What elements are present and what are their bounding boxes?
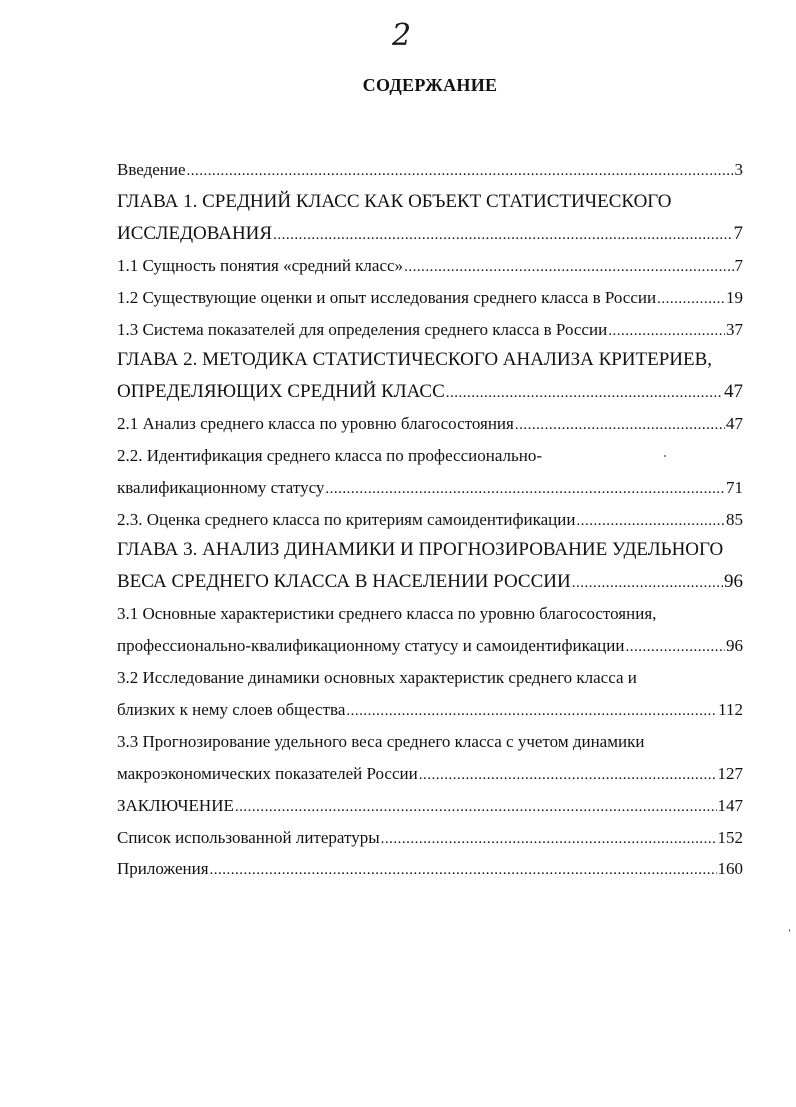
- dot-leader: [572, 571, 723, 595]
- toc-entry-3-3-cont[interactable]: [117, 762, 743, 786]
- toc-entry-2-3[interactable]: [117, 508, 743, 532]
- toc-entry-1-2[interactable]: [117, 286, 743, 310]
- toc-entry-page: 7: [733, 223, 743, 244]
- toc-entry-label: ГЛАВА 1. СРЕДНИЙ КЛАСС КАК ОБЪЕКТ СТАТИСТИЧЕСКОГО: [117, 191, 672, 212]
- toc-entry-page: 96: [726, 636, 743, 655]
- toc-entry-label: 2.2. Идентификация среднего класса по профессионально-: [117, 446, 543, 465]
- dot-leader: [210, 858, 717, 882]
- dot-leader: [381, 827, 717, 851]
- scan-speck: [789, 929, 790, 932]
- dot-leader: [325, 477, 725, 501]
- toc-entry-label: Приложения: [117, 859, 209, 878]
- toc-entry-introduction[interactable]: [117, 158, 743, 182]
- toc-entry-2-2[interactable]: [117, 444, 743, 468]
- toc-entry-label: 1.2 Существующие оценки и опыт исследования среднего класса в России: [117, 288, 657, 307]
- toc-entry-page: 47: [724, 381, 743, 402]
- toc-entry-label: ОПРЕДЕЛЯЮЩИХ СРЕДНИЙ КЛАСС: [117, 381, 445, 402]
- dot-leader: [625, 635, 725, 659]
- toc-entry-3-2[interactable]: [117, 666, 743, 690]
- toc-entry-1-3[interactable]: [117, 318, 743, 342]
- scan-speck: [664, 455, 666, 457]
- toc-entry-page: 37: [726, 320, 743, 339]
- dot-leader: [515, 413, 725, 437]
- toc-entry-label: 2.3. Оценка среднего класса по критериям самоидентификации: [117, 510, 576, 529]
- dot-leader: [657, 287, 725, 311]
- toc-entry-label: макроэкономических показателей России: [117, 764, 418, 783]
- toc-entry-bibliography[interactable]: [117, 826, 743, 850]
- dot-leader: [346, 699, 717, 723]
- toc-entry-label: ГЛАВА 2. МЕТОДИКА СТАТИСТИЧЕСКОГО АНАЛИЗА КРИТЕРИЕВ,: [117, 349, 713, 370]
- toc-entry-label: ВЕСА СРЕДНЕГО КЛАССА В НАСЕЛЕНИИ РОССИИ: [117, 571, 571, 592]
- toc-entry-label: 1.1 Сущность понятия «средний класс»: [117, 256, 404, 275]
- toc-entry-chapter-1[interactable]: [117, 190, 743, 214]
- toc-entry-3-2-cont[interactable]: [117, 698, 743, 722]
- toc-entry-label: 2.1 Анализ среднего класса по уровню благосостояния: [117, 414, 514, 433]
- toc-entry-label: ГЛАВА 3. АНАЛИЗ ДИНАМИКИ И ПРОГНОЗИРОВАНИЕ УДЕЛЬНОГО: [117, 539, 724, 560]
- toc-entry-page: 112: [718, 700, 743, 719]
- toc-entry-chapter-2[interactable]: [117, 348, 743, 372]
- toc-entry-label: 3.2 Исследование динамики основных характеристик среднего класса и: [117, 668, 637, 687]
- toc-entry-2-1[interactable]: [117, 412, 743, 436]
- toc-entry-page: 96: [724, 571, 743, 592]
- toc-entry-conclusion[interactable]: [117, 794, 743, 818]
- toc-entry-1-1[interactable]: [117, 254, 743, 278]
- toc-entry-page: 85: [726, 510, 743, 529]
- toc-entry-page: 147: [717, 796, 743, 815]
- toc-entry-label: Введение: [117, 160, 186, 179]
- dot-leader: [235, 795, 717, 819]
- toc-entry-label: близких к нему слоев общества: [117, 700, 346, 719]
- toc-entry-chapter-3[interactable]: [117, 538, 743, 562]
- dot-leader: [576, 509, 725, 533]
- toc-entry-page: 71: [726, 478, 743, 497]
- toc-entry-chapter-3-cont[interactable]: [117, 570, 743, 594]
- toc-entry-label: 3.3 Прогнозирование удельного веса среднего класса с учетом динамики: [117, 732, 645, 751]
- dot-leader: [446, 381, 723, 405]
- toc-entry-page: 3: [734, 160, 743, 179]
- toc-entry-3-1-cont[interactable]: [117, 634, 743, 658]
- toc-entry-label: ЗАКЛЮЧЕНИЕ: [117, 796, 234, 815]
- toc-entry-chapter-2-cont[interactable]: [117, 380, 743, 404]
- toc-entry-label: профессионально-квалификационному статусу и самоидентификации: [117, 636, 625, 655]
- toc-entry-label: Список использованной литературы: [117, 828, 380, 847]
- toc-entry-3-3[interactable]: [117, 730, 743, 754]
- dot-leader: [419, 763, 717, 787]
- toc-entry-3-1[interactable]: [117, 602, 743, 626]
- toc-entry-2-2-cont[interactable]: [117, 476, 743, 500]
- page-title: СОДЕРЖАНИЕ: [362, 75, 498, 95]
- toc-entry-page: 7: [734, 256, 743, 275]
- dot-leader: [404, 255, 733, 279]
- dot-leader: [273, 223, 732, 247]
- toc-entry-chapter-1-cont[interactable]: [117, 222, 743, 246]
- toc-entry-page: 152: [717, 828, 743, 847]
- handwritten-page-number: 2: [392, 18, 412, 53]
- dot-leader: [187, 159, 734, 183]
- toc-entry-label: квалификационному статусу: [117, 478, 325, 497]
- toc-entry-appendices[interactable]: [117, 857, 743, 881]
- toc-entry-label: ИССЛЕДОВАНИЯ: [117, 223, 273, 244]
- toc-entry-page: 160: [717, 859, 743, 878]
- toc-entry-page: 47: [726, 414, 743, 433]
- dot-leader: [608, 319, 725, 343]
- toc-entry-page: 19: [726, 288, 743, 307]
- toc-entry-page: 127: [717, 764, 743, 783]
- toc-entry-label: 3.1 Основные характеристики среднего класса по уровню благосостояния,: [117, 604, 657, 623]
- toc-entry-label: 1.3 Система показателей для определения среднего класса в России: [117, 320, 608, 339]
